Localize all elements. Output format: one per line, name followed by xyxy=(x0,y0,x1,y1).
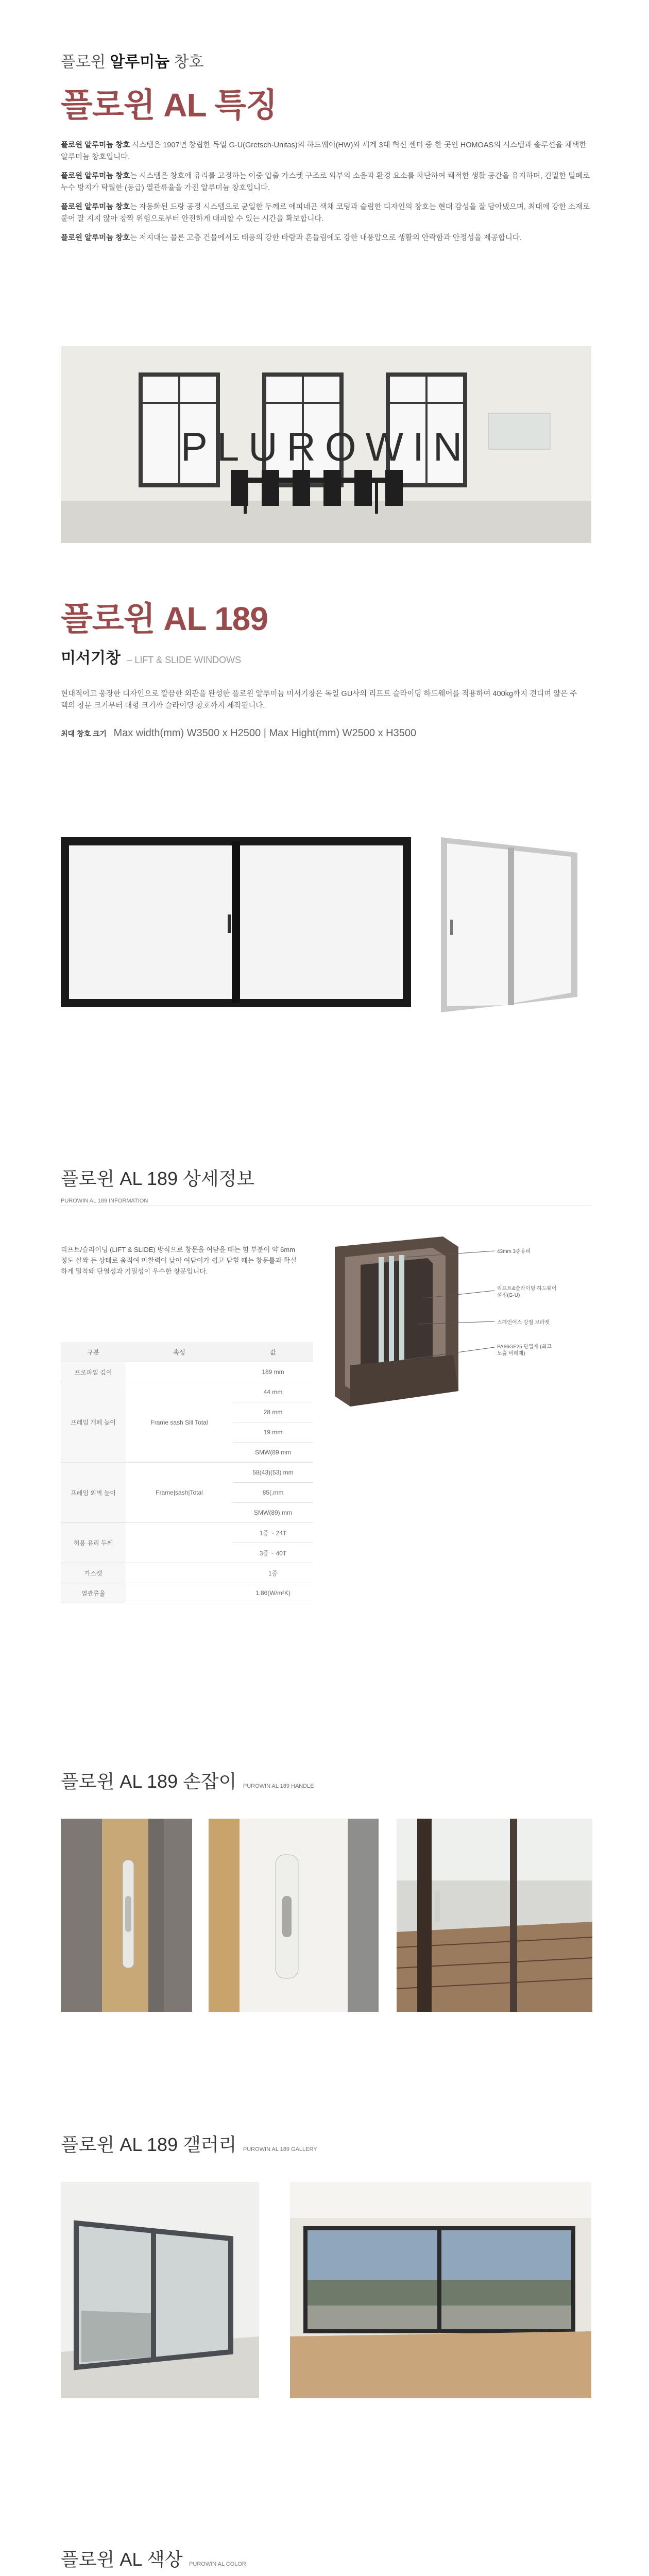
colors-title: 플로윈 AL 색상 xyxy=(61,2549,183,2570)
callout-label: 43mm 3중유리 xyxy=(497,1249,531,1255)
handle-photo-1 xyxy=(61,1819,192,2012)
window-silver-image xyxy=(431,832,585,1015)
specs-title: 플로윈 AL 189 상세정보 xyxy=(61,1168,255,1189)
table-row: 열관류율 1.86(W/m²K) xyxy=(61,1583,313,1603)
table-row: 19 mm xyxy=(61,1422,313,1443)
intro-paragraph: 플로윈 알루미늄 창호는 시스템은 창호에 유리를 고정하는 이중 압출 가스켓 구조로 외부의 소음과 환경 요소를 차단하여 쾌적한 생활 공간을 유지하며, 긴밀한 밀폐로 누수 방지가 탁월한 (동급) 열관류율을 가진 알루미늄 창호입니다. xyxy=(61,172,590,192)
window-black-image xyxy=(61,837,411,1007)
intro-eyebrow: 플로윈 알루미늄 창호 xyxy=(61,54,204,71)
table-row: 3중 ~ 40T xyxy=(61,1543,313,1563)
product-description: 현대적이고 웅장한 디자인으로 깔끔한 외관을 완성한 플로윈 알루미늄 미서기창은 독일 GU사의 리프트 슬라이딩 하드웨어를 적용하여 400kg까지 견디며 얇은 주택의 창문 크기부터 대형 크기까 슬라이딩 창호까지 제작됩니다. xyxy=(61,690,577,710)
callout-label: 리프트&슬라이딩 하드웨어 설정(G-U) xyxy=(497,1286,557,1298)
intro-paragraph: 플로윈 알루미늄 창호는 저지대는 물론 고층 건물에서도 태풍의 강한 바람과 흔들림에도 강한 내풍압으로 생활의 안락함과 안정성을 제공합니다. xyxy=(61,234,522,242)
handle-photo-2 xyxy=(209,1819,379,2012)
specs-description: 리프트/슬라이딩 (LIFT & SLIDE) 방식으로 창문을 여닫을 때는 힘 부분이 약 6mm 정도 살짝 든 상태로 움직여 마찰력이 낮아 여닫이가 쉽고 닫힐 때는 창문틀과 확실하게 밀착돼 단열성과 기밀성이 우수한 창문입니다. xyxy=(61,1246,297,1275)
specs-section xyxy=(61,1164,591,1204)
product-title: 플로윈 AL 189 xyxy=(61,600,268,637)
intro-paragraphs xyxy=(61,140,591,244)
specs-subtitle: PUROWIN AL 189 INFORMATION xyxy=(61,1198,148,1204)
table-row: 28 mm xyxy=(61,1402,313,1422)
hero-brand-word: PLUROWIN xyxy=(180,424,472,469)
table-row: 가스켓 1중 xyxy=(61,1563,313,1583)
colors-subtitle: PUROWIN AL COLOR xyxy=(189,2561,246,2567)
intro-paragraph: 플로윈 알루미늄 창호 시스템은 1907년 창립한 독일 G-U(Gretsch-Unitas)의 하드웨어(HW)와 세계 3대 혁신 센터 중 한 곳인 HOMOAS의 시스템과 솔루션을 채택한 알루미늄 창호입니다. xyxy=(61,141,587,161)
table-row: SMW(89 mm xyxy=(61,1443,313,1463)
hero-room-photo xyxy=(61,346,591,543)
table-row: 프레임 개폐 높이 Frame sash Sill Total 44 mm xyxy=(61,1382,313,1402)
table-row: 허용 유리 두께 1중 ~ 24T xyxy=(61,1523,313,1543)
gallery-section xyxy=(61,2130,591,2157)
intro-paragraph: 플로윈 알루미늄 창호는 자동화된 드랑 공정 시스템으로 균일한 두께로 애피네곤 색채 코팅과 슬림한 디자인의 창호는 현대 감성을 잘 담아냈으며, 최대에 강한 소재로 붙어 잘 지지 않아 창짝 위험으로부터 안전하게 대피할 수 있는 시간을 확보합니다. xyxy=(61,203,590,223)
table-row: SMW(89) mm xyxy=(61,1503,313,1523)
profile-cross-section xyxy=(330,1236,592,1406)
table-row: 프로파일 깊이 189 mm xyxy=(61,1362,313,1382)
handle-subtitle: PUROWIN AL 189 HANDLE xyxy=(243,1783,314,1789)
table-header-row: 구분 속성 값 xyxy=(61,1342,313,1362)
table-row: 프레임 외벽 높이 Frame|sash|Total 58(43)(53) mm xyxy=(61,1463,313,1483)
gallery-title: 플로윈 AL 189 갤러리 xyxy=(61,2134,237,2155)
gallery-subtitle: PUROWIN AL 189 GALLERY xyxy=(243,2146,317,2153)
table-row: 85(.mm xyxy=(61,1483,313,1503)
handle-photo-3 xyxy=(397,1819,592,2012)
gallery-photo-1 xyxy=(61,2182,259,2398)
callout-label: PA66GF25 단열재 (최고노출 비례제) xyxy=(497,1344,552,1357)
product-section xyxy=(61,592,591,739)
handle-title: 플로윈 AL 189 손잡이 xyxy=(61,1771,237,1792)
intro-section xyxy=(61,49,591,251)
spec-table xyxy=(61,1342,313,1603)
spec-table-wrap xyxy=(61,1342,313,1603)
gallery-photo-2 xyxy=(290,2182,591,2398)
handle-section xyxy=(61,1767,591,1793)
product-size: 최대 창호 크기 Max width(mm) W3500 x H2500 | Max Hight(mm) W2500 x H3500 xyxy=(61,727,417,739)
callout-label: 스페인어스 강철 브라켓 xyxy=(497,1320,550,1326)
product-subtitle: 미서기창 – LIFT & SLIDE WINDOWS xyxy=(61,650,242,667)
colors-section xyxy=(61,2545,591,2571)
intro-title: 플로윈 AL 특징 xyxy=(61,87,277,124)
